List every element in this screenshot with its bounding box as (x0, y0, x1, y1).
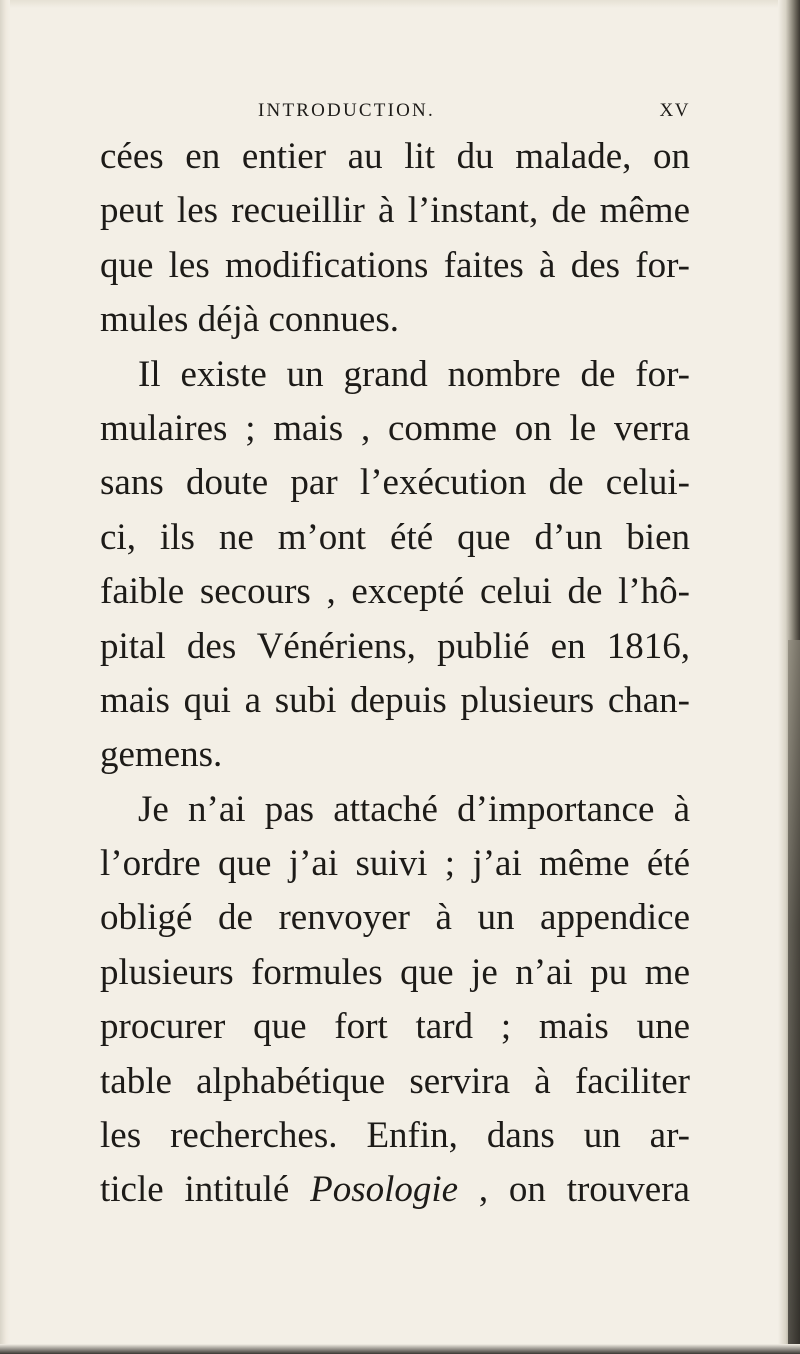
page-number: XV (659, 100, 690, 121)
text-line: sans doute par l’exécution de celui- (100, 462, 690, 504)
text-line: Il existe un grand nombre de for- (138, 353, 690, 395)
body-text (100, 130, 690, 1218)
page-binding-shadow (788, 640, 800, 1354)
text-line: obligé de renvoyer à un appendice (100, 897, 690, 939)
text-line: mais qui a subi depuis plusieurs chan- (100, 679, 690, 721)
text-line: procurer que fort tard ; mais une (100, 1006, 690, 1048)
text-line-last (100, 1163, 690, 1217)
running-head (258, 100, 690, 128)
text-line: ci, ils ne m’ont été que d’un bien (100, 516, 690, 558)
text-line: gemens. (100, 734, 223, 776)
text-line: plusieurs formules que je n’ai pu me (100, 951, 690, 993)
page-top-shadow (0, 0, 800, 8)
posologie-italic-term: Posologie (310, 1169, 459, 1211)
page-left-edge (0, 0, 10, 1354)
running-title: INTRODUCTION. (258, 100, 435, 121)
text-line: les recherches. Enfin, dans un ar- (100, 1115, 690, 1157)
text-line: que les modifications faites à des for- (100, 244, 690, 286)
text-line: peut les recueillir à l’instant, de même (100, 190, 690, 232)
text-line: l’ordre que j’ai suivi ; j’ai même été (100, 843, 690, 885)
last-line-text-after: , on trouvera (458, 1169, 690, 1211)
text-line: table alphabétique servira à faciliter (100, 1060, 690, 1102)
text-line: mules déjà connues. (100, 299, 399, 341)
text-line: Je n’ai pas attaché d’importance à (138, 788, 690, 830)
last-line-text-before: ticle intitulé (100, 1169, 311, 1211)
text-line: pital des Vénériens, publié en 1816, (100, 625, 690, 667)
text-line: mulaires ; mais , comme on le verra (100, 407, 690, 449)
text-line: faible secours , excepté celui de l’hô- (100, 571, 690, 613)
text-line: cées en entier au lit du malade, on (100, 136, 690, 177)
page-bottom-edge (0, 1344, 800, 1354)
